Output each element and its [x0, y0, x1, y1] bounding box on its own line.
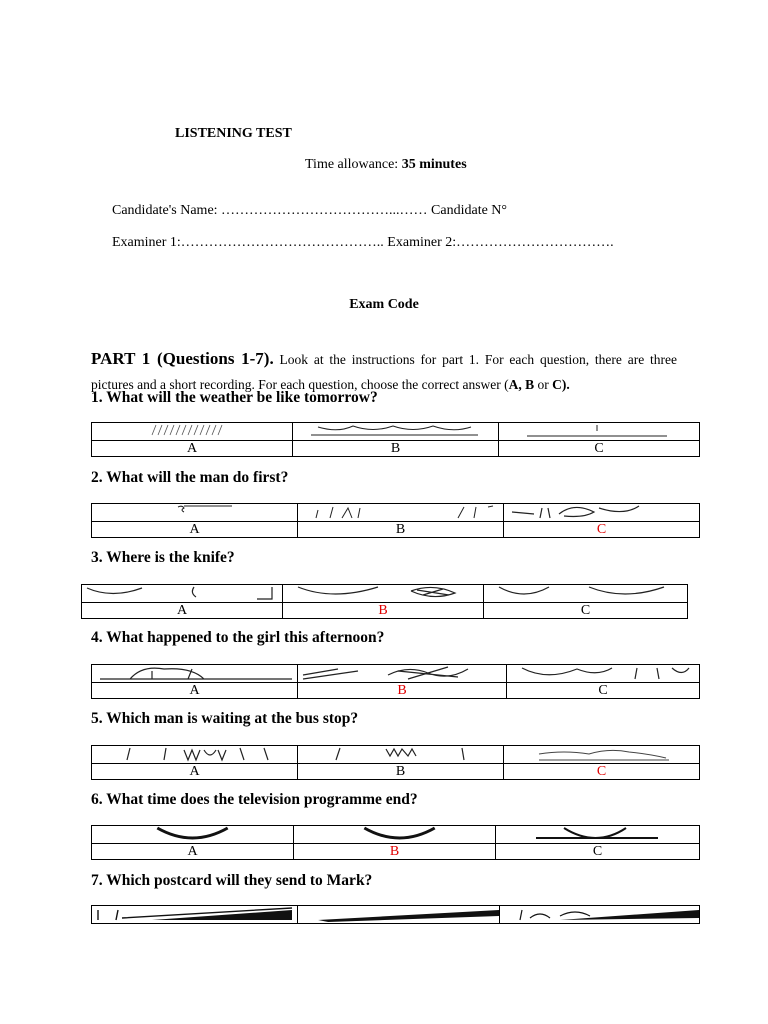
q5-picture-c[interactable]: [504, 746, 700, 764]
examiner-line[interactable]: Examiner 1:…………………………………….. Examiner 2:…………………………….: [112, 235, 614, 250]
part1-or: or: [534, 377, 553, 392]
q7-picture-c[interactable]: [500, 906, 700, 924]
part1-heading: PART 1 (Questions 1-7).: [91, 349, 274, 368]
question-5: 5. Which man is waiting at the bus stop?: [91, 710, 359, 727]
question-4: 4. What happened to the girl this afternoon?: [91, 629, 385, 646]
q1-option-c[interactable]: C: [499, 441, 700, 457]
test-title: LISTENING TEST: [175, 126, 292, 141]
question-1: 1. What will the weather be like tomorrow?: [91, 389, 378, 406]
question-6: 6. What time does the television programme end?: [91, 791, 418, 808]
q4-picture-b[interactable]: [298, 665, 507, 683]
q5-option-a[interactable]: A: [92, 764, 298, 780]
q1-option-b[interactable]: B: [293, 441, 499, 457]
q4-option-a[interactable]: A: [92, 683, 298, 699]
q6-option-c[interactable]: C: [496, 844, 700, 860]
q5-picture-a[interactable]: [92, 746, 298, 764]
q1-option-a[interactable]: A: [92, 441, 293, 457]
q6-picture-a[interactable]: [92, 826, 294, 844]
q6-option-b[interactable]: B: [294, 844, 496, 860]
q1-picture-c[interactable]: [499, 423, 700, 441]
question-2-options: [91, 503, 700, 538]
part1-options-c: C).: [552, 377, 570, 392]
q2-option-a[interactable]: A: [92, 522, 298, 538]
candidate-name-line[interactable]: Candidate's Name: ………………………………...…… Candidate N°: [112, 203, 508, 218]
question-7: 7. Which postcard will they send to Mark?: [91, 872, 373, 889]
q5-option-b[interactable]: B: [298, 764, 504, 780]
q3-option-a[interactable]: A: [82, 603, 283, 619]
q2-picture-c[interactable]: [504, 504, 700, 522]
question-4-options: [91, 664, 700, 699]
q2-picture-b[interactable]: [298, 504, 504, 522]
q4-picture-c[interactable]: [507, 665, 700, 683]
q7-picture-a[interactable]: [92, 906, 298, 924]
q2-option-b[interactable]: B: [298, 522, 504, 538]
q3-option-b[interactable]: B: [283, 603, 484, 619]
q5-picture-b[interactable]: [298, 746, 504, 764]
q6-picture-c[interactable]: [496, 826, 700, 844]
q7-picture-b[interactable]: [298, 906, 500, 924]
q4-option-b[interactable]: B: [298, 683, 507, 699]
q1-picture-b[interactable]: [293, 423, 499, 441]
q2-picture-a[interactable]: [92, 504, 298, 522]
time-allowance: [305, 157, 467, 173]
question-5-options: [91, 745, 700, 780]
q2-option-c[interactable]: C: [504, 522, 700, 538]
q3-option-c[interactable]: C: [484, 603, 688, 619]
question-2: 2. What will the man do first?: [91, 469, 289, 486]
q6-picture-b[interactable]: [294, 826, 496, 844]
q3-picture-b[interactable]: [283, 585, 484, 603]
q6-option-a[interactable]: A: [92, 844, 294, 860]
q5-option-c[interactable]: C: [504, 764, 700, 780]
question-3: 3. Where is the knife?: [91, 549, 235, 566]
exam-code-heading: Exam Code: [349, 297, 419, 312]
q3-picture-c[interactable]: [484, 585, 688, 603]
question-1-options: [91, 422, 700, 457]
question-6-options: [91, 825, 700, 860]
q3-picture-a[interactable]: [82, 585, 283, 603]
time-allowance-label: Time allowance:: [305, 157, 402, 172]
question-3-options: [81, 584, 688, 619]
question-7-options: [91, 905, 700, 924]
q4-picture-a[interactable]: [92, 665, 298, 683]
part1-instruction-text: Look at the instructions for part 1. For each question, there are three pictures and a short recording. For each question, choose the correct answer (: [91, 352, 677, 392]
part1-options-ab: A, B: [508, 377, 535, 392]
time-allowance-value: 35 minutes: [401, 157, 467, 172]
q4-option-c[interactable]: C: [507, 683, 700, 699]
q1-picture-a[interactable]: [92, 423, 293, 441]
